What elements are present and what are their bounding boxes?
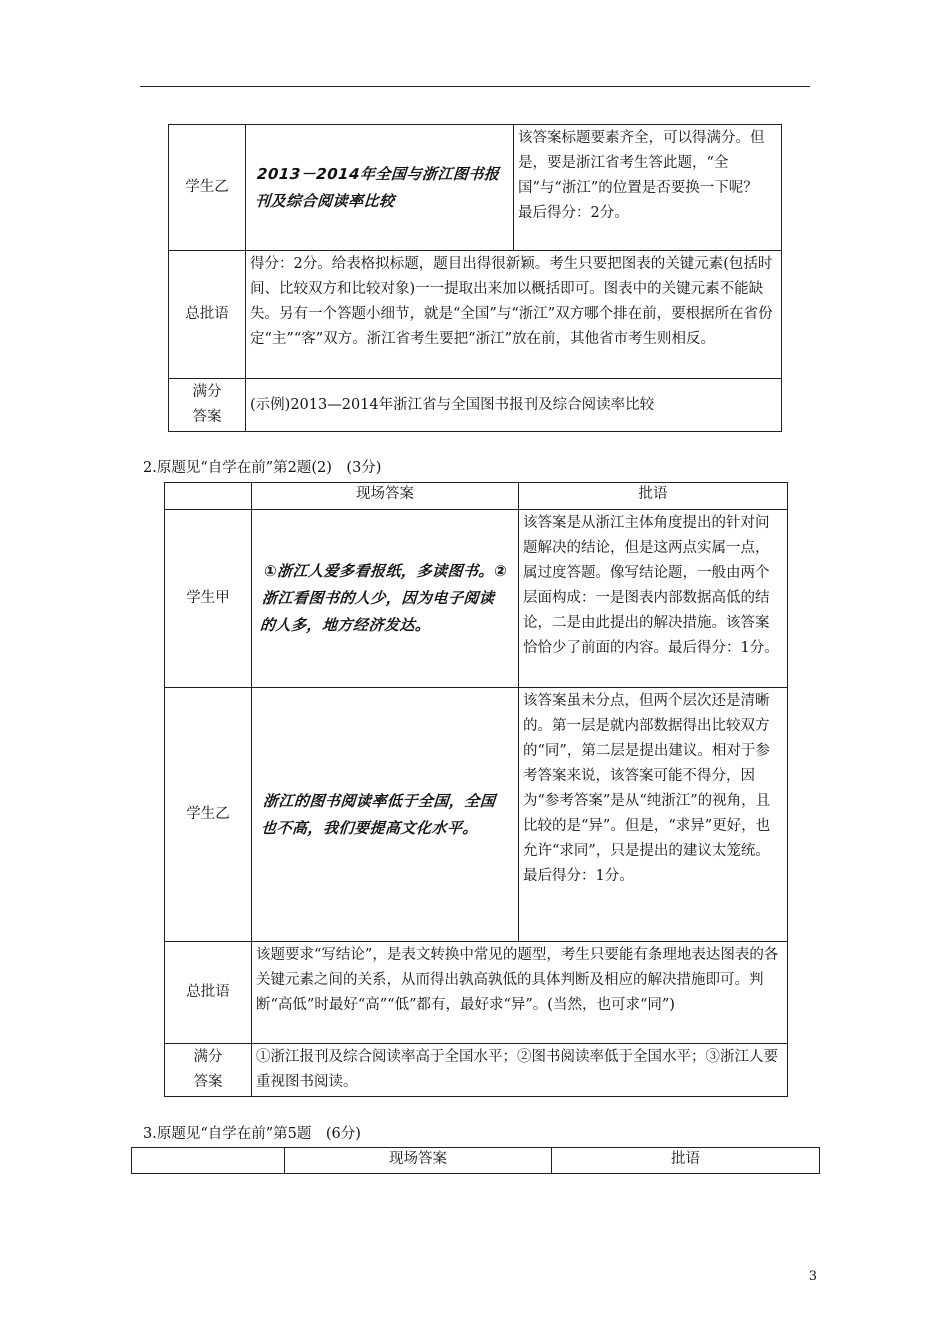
table-q1 bbox=[168, 124, 782, 432]
comment-text: 该答案虽未分点，但两个层次还是清晰的。第一层是就内部数据得出比较双方的“同”，第二层是提出建议。相对于参考答案来说，该答案可能不得分，因为“参考答案”是从“纯浙江”的视角，且比较的是“异”。但是，“求异”更好，也允许“求同”，只是提出的建议太笼统。 bbox=[523, 693, 771, 859]
full-answer-label: 满分 答案 bbox=[169, 379, 246, 432]
header-comment: 批语 bbox=[552, 1148, 820, 1174]
score-text: 最后得分：2分。 bbox=[518, 205, 629, 221]
header-comment: 批语 bbox=[519, 483, 788, 510]
table-row bbox=[165, 688, 788, 942]
comment-text: 该答案标题要素齐全，可以得满分。但是，要是浙江省考生答此题，“全国”与“浙江”的位置是否要换一下呢？ bbox=[518, 130, 765, 196]
question-heading: 3.原题见“自学在前”第5题 (6分) bbox=[143, 1126, 361, 1142]
header-answer: 现场答案 bbox=[252, 483, 519, 510]
row-label: 学生乙 bbox=[169, 125, 246, 251]
header-answer: 现场答案 bbox=[285, 1148, 552, 1174]
handwritten-answer: 2013－2014年全国与浙江图书报刊及综合阅读率比较 bbox=[246, 125, 514, 251]
table-q2 bbox=[164, 482, 788, 1097]
handwritten-answer: 浙江的图书阅读率低于全国，全国也不高，我们要提高文化水平。 bbox=[252, 688, 519, 942]
table-header-row bbox=[165, 483, 788, 510]
table-q3 bbox=[131, 1147, 820, 1174]
comment-text: 该答案是从浙江主体角度提出的针对问题解决的结论，但是这两点实属一点，属过度答题。像写结论题，一般由两个层面构成：一是图表内部数据高低的结论，二是由此提出的解决措施。该答案恰恰少了前面的内容。最后得分：1分。 bbox=[519, 510, 788, 688]
summary-text: 该题要求“写结论”，是表文转换中常见的题型，考生只要能有条理地表达图表的各关键元素之间的关系，从而得出孰高孰低的具体判断及相应的解决措施即可。判断“高低”时最好“高”“低”都有，最好求“异”。(当然，也可求“同”) bbox=[252, 942, 788, 1044]
summary-text: 得分：2分。给表格拟标题，题目出得很新颖。考生只要把图表的关键元素(包括时间、比较双方和比较对象)一一提取出来加以概括即可。图表中的关键元素不能缺失。另有一个答题小细节，就是“全国”与“浙江”双方哪个排在前，要根据所在省份定“主”“客”双方。浙江省考生要把“浙江”放在前，其他省市考生则相反。 bbox=[246, 251, 782, 379]
header-blank bbox=[132, 1148, 285, 1174]
question-heading: 2.原题见“自学在前”第2题(2) (3分) bbox=[143, 460, 382, 476]
score-text: 最后得分：1分。 bbox=[523, 868, 634, 884]
comment-cell bbox=[514, 125, 782, 251]
full-answer-label: 满分 答案 bbox=[165, 1044, 252, 1097]
table-row bbox=[165, 510, 788, 688]
full-answer-text: ①浙江报刊及综合阅读率高于全国水平；②图书阅读率低于全国水平；③浙江人要重视图书阅读。 bbox=[252, 1044, 788, 1097]
summary-label: 总批语 bbox=[165, 942, 252, 1044]
full-answer-text: (示例)2013—2014年浙江省与全国图书报刊及综合阅读率比较 bbox=[246, 379, 782, 432]
table-header-row bbox=[132, 1148, 820, 1174]
table-row bbox=[165, 1044, 788, 1097]
comment-cell bbox=[519, 688, 788, 942]
table-row bbox=[169, 379, 782, 432]
handwritten-answer: ①浙江人爱多看报纸，多读图书。②浙江看图书的人少，因为电子阅读的人多，地方经济发达。 bbox=[252, 510, 519, 688]
page-number: 3 bbox=[808, 1269, 817, 1284]
header-rule bbox=[140, 86, 810, 87]
table-row bbox=[169, 125, 782, 251]
header-blank bbox=[165, 483, 252, 510]
row-label: 学生乙 bbox=[165, 688, 252, 942]
summary-label: 总批语 bbox=[169, 251, 246, 379]
row-label: 学生甲 bbox=[165, 510, 252, 688]
table-row bbox=[169, 251, 782, 379]
table-row bbox=[165, 942, 788, 1044]
